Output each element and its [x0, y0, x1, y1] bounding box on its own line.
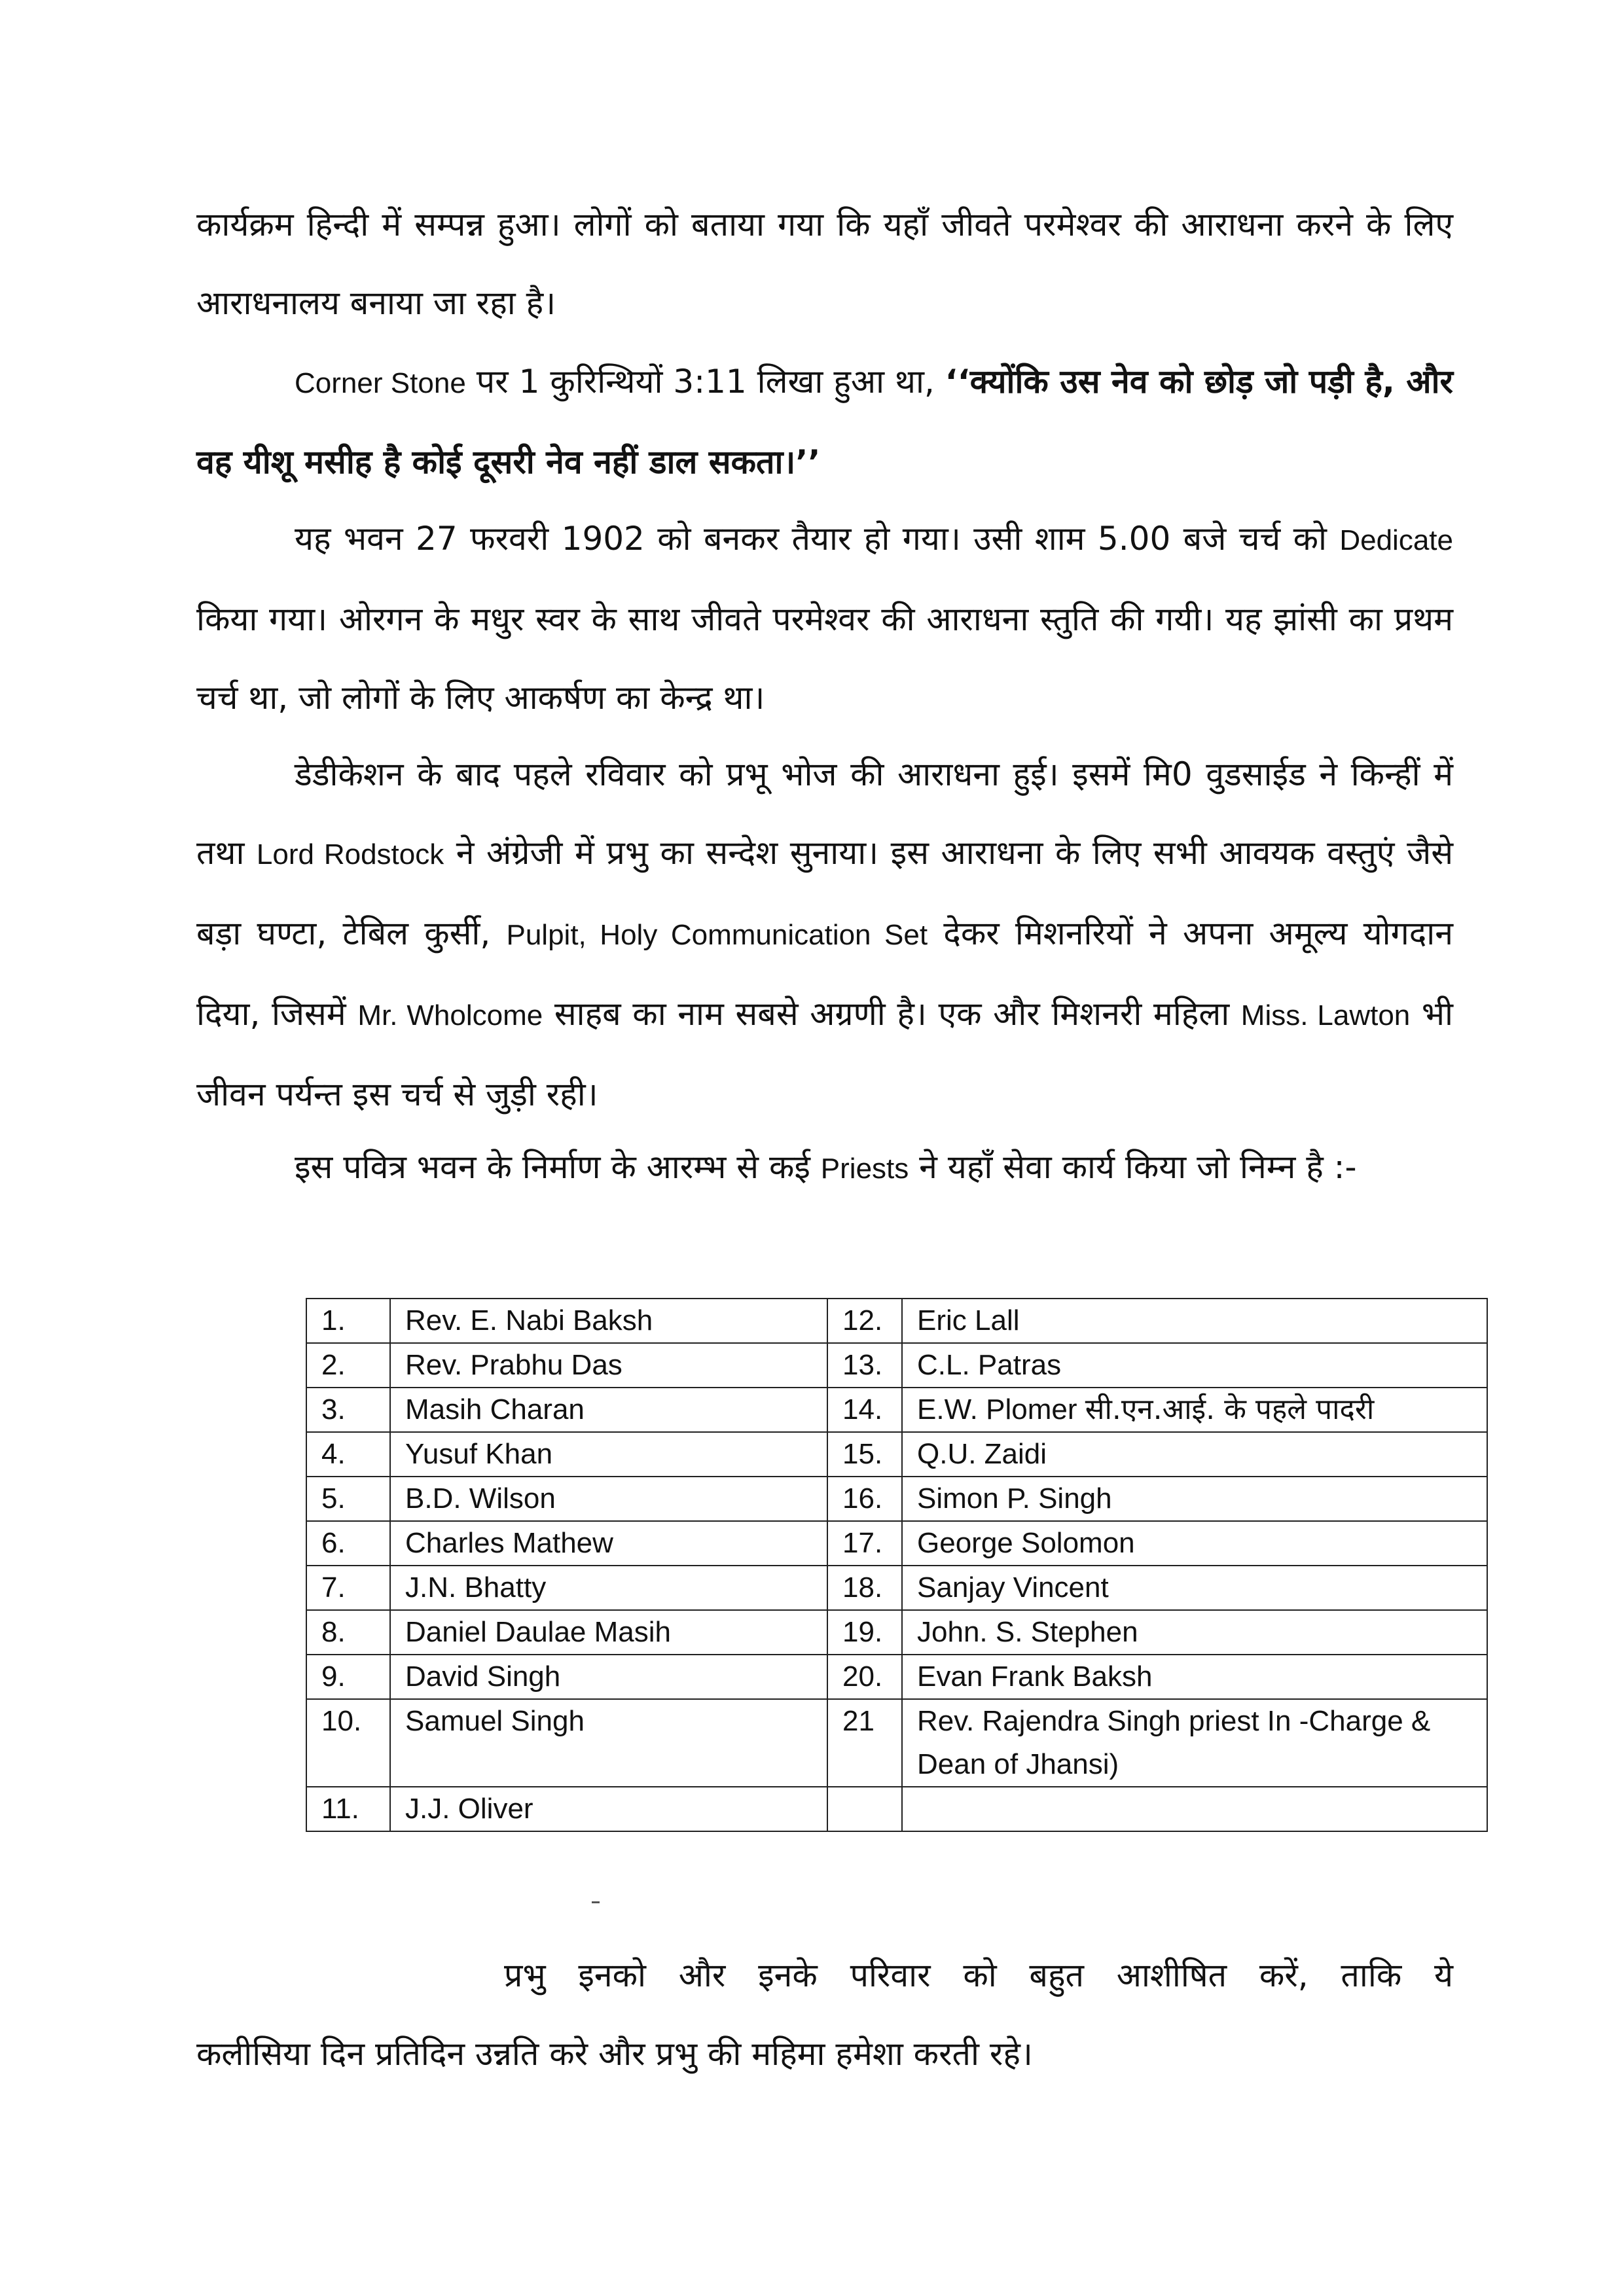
priest-name-right: [902, 1343, 1487, 1388]
serial-right-text: 20.: [842, 1660, 883, 1693]
priest-name-left-text: David Singh: [405, 1660, 561, 1693]
serial-right: [827, 1432, 902, 1477]
paragraph-priests-intro: [196, 1128, 1453, 1208]
priests-intro-text-2: ने यहाँ सेवा कार्य किया जो निम्न है :-: [909, 1148, 1357, 1186]
table-row: [306, 1477, 1487, 1521]
serial-right: [827, 1477, 902, 1521]
priest-name-left: [390, 1343, 827, 1388]
serial-left-text: 10.: [321, 1705, 362, 1737]
lord-rodstock: Lord Rodstock: [256, 838, 444, 870]
priest-name-right: [902, 1566, 1487, 1610]
table-row: [306, 1655, 1487, 1699]
serial-right: [827, 1521, 902, 1566]
priest-name-right: [902, 1521, 1487, 1566]
serial-right: [827, 1299, 902, 1343]
serial-right: [827, 1610, 902, 1655]
dedication-text-1: यह भवन 27 फरवरी 1902 को बनकर तैयार हो गया। उसी शाम 5.00 बजे चर्च को: [295, 520, 1340, 558]
serial-left-text: 9.: [321, 1660, 346, 1693]
first-sunday-text-3: देकर मिशनरियों ने अपना अमूल्य योगदान दिया, जिसमें: [196, 914, 1453, 1033]
serial-left: [306, 1477, 390, 1521]
priest-name-right-text: Evan Frank Baksh: [917, 1660, 1153, 1693]
priest-name-left-text: J.N. Bhatty: [405, 1571, 547, 1604]
priest-name-right-text: C.L. Patras: [917, 1349, 1062, 1381]
serial-left-text: 8.: [321, 1616, 346, 1648]
serial-right: [827, 1699, 902, 1787]
serial-left: [306, 1299, 390, 1343]
priest-name-left-text: Samuel Singh: [405, 1705, 585, 1737]
serial-left: [306, 1521, 390, 1566]
serial-left-text: 3.: [321, 1393, 346, 1426]
corner-stone-text: पर 1 कुरिन्थियों 3:11 लिखा हुआ था,: [465, 363, 945, 401]
serial-right-text: 16.: [842, 1482, 883, 1515]
priests-table-body: [306, 1299, 1487, 1831]
serial-left: [306, 1343, 390, 1388]
stray-mark: [592, 1901, 600, 1903]
priest-name-left-text: Charles Mathew: [405, 1527, 613, 1559]
serial-right-text: 13.: [842, 1349, 883, 1381]
serial-right-text: 15.: [842, 1438, 883, 1470]
priest-name-right: [902, 1388, 1487, 1432]
first-sunday-text-1: डेडीकेशन के बाद पहले रविवार को प्रभू भोज की आराधना हुई। इसमें मि0 वुडसाईड ने किन्हीं में तथा: [196, 755, 1453, 872]
serial-right-text: 12.: [842, 1304, 883, 1336]
blessing-text-2: कलीसिया दिन प्रतिदिन उन्नति करे और प्रभु की महिमा हमेशा करती रहे।: [196, 2035, 1033, 2073]
priest-name-left-text: Rev. E. Nabi Baksh: [405, 1304, 653, 1336]
serial-left-text: 5.: [321, 1482, 346, 1515]
priest-note-hindi: सी.एन.आई. के पहले पादरी: [1085, 1393, 1375, 1426]
priest-name-left: [390, 1610, 827, 1655]
serial-right-text: 14.: [842, 1393, 883, 1426]
priests-table: [306, 1298, 1488, 1832]
serial-left: [306, 1388, 390, 1432]
paragraph-corner-stone: [196, 342, 1453, 501]
table-row: [306, 1521, 1487, 1566]
serial-left: [306, 1655, 390, 1699]
priest-name-left: [390, 1521, 827, 1566]
priest-name-right: [902, 1655, 1487, 1699]
priest-name-left-text: B.D. Wilson: [405, 1482, 556, 1515]
priest-name-left-text: J.J. Oliver: [405, 1793, 533, 1825]
priests-table-container: [306, 1298, 1487, 1832]
blessing-line-2: [196, 2015, 1453, 2093]
priest-name-right: [902, 1699, 1487, 1787]
paragraph-intro-text: कार्यक्रम हिन्दी में सम्पन्न हुआ। लोगों को बताया गया कि यहाँ जीवते परमेश्वर की आराधना करने के लिए आराधनालय बनाया जा रहा है।: [196, 206, 1453, 322]
serial-left-text: 4.: [321, 1438, 346, 1470]
priest-name-left: [390, 1432, 827, 1477]
priest-name-left: [390, 1477, 827, 1521]
serial-right-text: 21: [842, 1705, 875, 1737]
serial-left-text: 6.: [321, 1527, 346, 1559]
dedicate-word: Dedicate: [1339, 524, 1453, 556]
serial-right-text: 19.: [842, 1616, 883, 1648]
serial-right: [827, 1388, 902, 1432]
priest-name-right-text: George Solomon: [917, 1527, 1135, 1559]
table-row: [306, 1388, 1487, 1432]
priest-name-left: [390, 1699, 827, 1787]
priest-name-left-text: Yusuf Khan: [405, 1438, 553, 1470]
priest-name-right: [902, 1610, 1487, 1655]
priest-name-right: [902, 1432, 1487, 1477]
priest-name-left: [390, 1388, 827, 1432]
priests-word: Priests: [820, 1153, 909, 1185]
corner-stone-label: Corner Stone: [295, 367, 466, 399]
table-row: [306, 1699, 1487, 1787]
serial-right: [827, 1655, 902, 1699]
priest-name-right-text: Q.U. Zaidi: [917, 1438, 1047, 1470]
serial-left-text: 2.: [321, 1349, 346, 1381]
priest-name-left-text: Rev. Prabhu Das: [405, 1349, 623, 1381]
serial-right: [827, 1787, 902, 1831]
priest-name-right-text: Simon P. Singh: [917, 1482, 1112, 1515]
serial-right-text: 17.: [842, 1527, 883, 1559]
table-row: [306, 1610, 1487, 1655]
priest-name-left: [390, 1655, 827, 1699]
first-sunday-text-2: ने अंग्रेजी में प्रभु का सन्देश सुनाया। इस आराधना के लिए सभी आवयक वस्तुएं जैसे बड़ा घण्टा, टेबिल कुर्सी,: [196, 834, 1453, 952]
serial-left: [306, 1699, 390, 1787]
priest-name-left: [390, 1566, 827, 1610]
table-row: [306, 1299, 1487, 1343]
blessing-line-1: [196, 1936, 1453, 2015]
priest-name-right-text: Rev. Rajendra Singh priest In -Charge & Dean of Jhansi): [917, 1705, 1431, 1780]
priest-name-right-text: Sanjay Vincent: [917, 1571, 1109, 1604]
serial-right: [827, 1343, 902, 1388]
priest-name-right: [902, 1299, 1487, 1343]
table-row: [306, 1343, 1487, 1388]
paragraph-intro: [196, 185, 1453, 342]
paragraph-blessing: [196, 1936, 1453, 2093]
serial-right: [827, 1566, 902, 1610]
serial-left: [306, 1610, 390, 1655]
mr-wholcome: Mr. Wholcome: [357, 999, 543, 1031]
priest-name-left: [390, 1299, 827, 1343]
priests-intro-text-1: इस पवित्र भवन के निर्माण के आरम्भ से कई: [295, 1148, 821, 1186]
serial-left: [306, 1787, 390, 1831]
serial-left-text: 11.: [321, 1793, 359, 1825]
priest-name-right-text: E.W. Plomer: [917, 1393, 1085, 1426]
serial-left: [306, 1566, 390, 1610]
priest-name-left-text: Daniel Daulae Masih: [405, 1616, 671, 1648]
scripture-quote: ‘‘क्योंकि उस नेव को छोड़ जो पड़ी है, और वह यीशू मसीह है कोई दूसरी नेव नहीं डाल सकता।’’: [196, 363, 1453, 481]
priest-name-right: [902, 1477, 1487, 1521]
priest-name-right-text: John. S. Stephen: [917, 1616, 1138, 1648]
paragraph-dedication: [196, 499, 1453, 737]
priest-name-right-text: Eric Lall: [917, 1304, 1020, 1336]
miss-lawton: Miss. Lawton: [1240, 999, 1411, 1031]
pulpit-set: Pulpit, Holy Communication Set: [506, 919, 928, 951]
dedication-text-2: किया गया। ओरगन के मधुर स्वर के साथ जीवते परमेश्वर की आराधना स्तुति की गयी। यह झांसी का प्रथम चर्च था, जो लोगों के लिए आकर्षण का केन्द्र था।: [196, 600, 1453, 717]
blessing-text-1: प्रभु इनको और इनके परिवार को बहुत आशीषित करें, ताकि ये: [504, 1956, 1453, 1994]
table-row: [306, 1432, 1487, 1477]
serial-right-text: 18.: [842, 1571, 883, 1604]
serial-left-text: 1.: [321, 1304, 346, 1336]
first-sunday-text-4: साहब का नाम सबसे अग्रणी है। एक और मिशनरी महिला: [543, 995, 1241, 1033]
first-sunday-text-5: भी जीवन पर्यन्त इस चर्च से जुड़ी रही।: [196, 995, 1453, 1113]
priest-name-left-text: Masih Charan: [405, 1393, 585, 1426]
priest-name-left: [390, 1787, 827, 1831]
table-row: [306, 1787, 1487, 1831]
serial-left-text: 7.: [321, 1571, 346, 1604]
serial-left: [306, 1432, 390, 1477]
paragraph-first-sunday: [196, 735, 1453, 1134]
priest-name-right: [902, 1787, 1487, 1831]
table-row: [306, 1566, 1487, 1610]
